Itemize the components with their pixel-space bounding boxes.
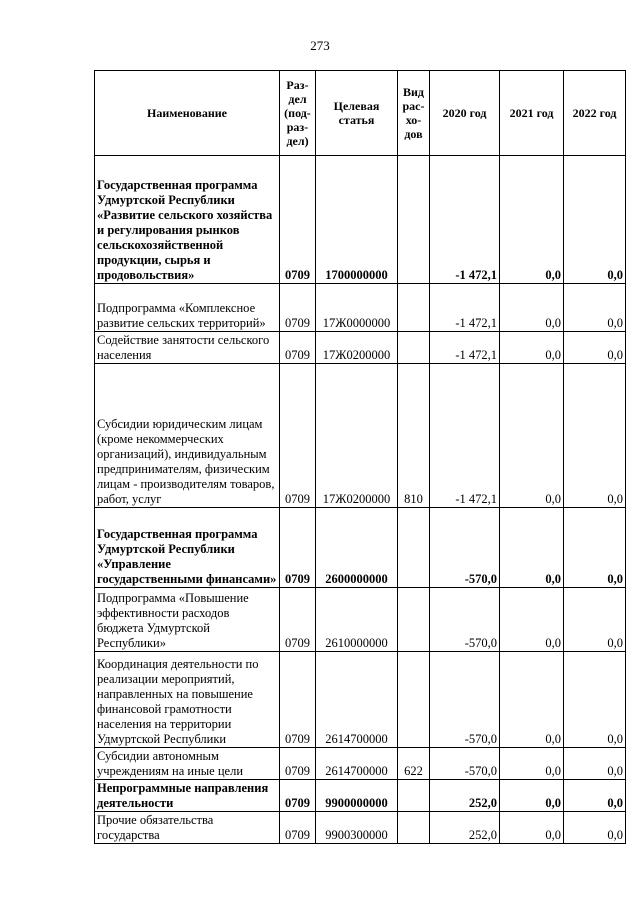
cell-y2021: 0,0 <box>500 780 564 812</box>
cell-y2021: 0,0 <box>500 156 564 284</box>
cell-section: 0709 <box>280 508 316 588</box>
cell-name: Подпрограмма «Повышение эффективности расходов бюджета Удмуртской Республики» <box>95 588 280 652</box>
cell-y2021: 0,0 <box>500 652 564 748</box>
cell-kind <box>398 780 430 812</box>
cell-section: 0709 <box>280 332 316 364</box>
table-row <box>95 812 626 844</box>
header-target: Целевая статья <box>316 71 398 156</box>
cell-target: 2614700000 <box>316 748 398 780</box>
cell-y2020: -1 472,1 <box>430 332 500 364</box>
cell-section: 0709 <box>280 364 316 508</box>
cell-kind <box>398 284 430 332</box>
cell-target: 9900000000 <box>316 780 398 812</box>
cell-kind <box>398 508 430 588</box>
cell-name: Координация деятельности по реализации мероприятий, направленных на повышение финансовой грамотности населения на территории Удмуртской Республики <box>95 652 280 748</box>
cell-name: Прочие обязательства государства <box>95 812 280 844</box>
cell-section: 0709 <box>280 284 316 332</box>
table-row <box>95 652 626 748</box>
cell-y2020: -570,0 <box>430 508 500 588</box>
cell-y2022: 0,0 <box>564 332 626 364</box>
cell-y2020: 252,0 <box>430 812 500 844</box>
header-2021: 2021 год <box>500 71 564 156</box>
cell-section: 0709 <box>280 588 316 652</box>
cell-name: Содействие занятости сельского населения <box>95 332 280 364</box>
cell-y2022: 0,0 <box>564 156 626 284</box>
cell-y2020: -1 472,1 <box>430 156 500 284</box>
table-body <box>95 156 626 844</box>
header-name: Наименование <box>95 71 280 156</box>
cell-name: Государственная программа Удмуртской Республики «Управление государственными финансами» <box>95 508 280 588</box>
header-kind: Вид рас-хо-дов <box>398 71 430 156</box>
cell-y2021: 0,0 <box>500 284 564 332</box>
cell-kind: 810 <box>398 364 430 508</box>
cell-y2021: 0,0 <box>500 748 564 780</box>
cell-y2022: 0,0 <box>564 652 626 748</box>
cell-name: Непрограммные направления деятельности <box>95 780 280 812</box>
cell-kind <box>398 588 430 652</box>
cell-y2020: -570,0 <box>430 748 500 780</box>
table-row <box>95 588 626 652</box>
cell-y2021: 0,0 <box>500 812 564 844</box>
cell-section: 0709 <box>280 780 316 812</box>
cell-name: Субсидии юридическим лицам (кроме некоммерческих организаций), индивидуальным предпринимателям, физическим лицам - производителям товаров, работ, услуг <box>95 364 280 508</box>
cell-target: 17Ж0000000 <box>316 284 398 332</box>
cell-target: 2614700000 <box>316 652 398 748</box>
cell-target: 2610000000 <box>316 588 398 652</box>
cell-y2022: 0,0 <box>564 284 626 332</box>
table-row <box>95 284 626 332</box>
cell-section: 0709 <box>280 652 316 748</box>
cell-y2022: 0,0 <box>564 812 626 844</box>
cell-target: 2600000000 <box>316 508 398 588</box>
page-number: 273 <box>310 38 330 53</box>
cell-y2020: -1 472,1 <box>430 284 500 332</box>
cell-y2021: 0,0 <box>500 508 564 588</box>
table-row <box>95 364 626 508</box>
cell-section: 0709 <box>280 156 316 284</box>
cell-y2020: -570,0 <box>430 588 500 652</box>
cell-target: 17Ж0200000 <box>316 332 398 364</box>
cell-y2020: -1 472,1 <box>430 364 500 508</box>
cell-y2021: 0,0 <box>500 588 564 652</box>
header-row <box>95 71 626 156</box>
cell-kind <box>398 156 430 284</box>
cell-kind <box>398 812 430 844</box>
cell-y2022: 0,0 <box>564 588 626 652</box>
cell-target: 1700000000 <box>316 156 398 284</box>
cell-name: Государственная программа Удмуртской Республики «Развитие сельского хозяйства и регулирования рынков сельскохозяйственной продукции, сырья и продовольствия» <box>95 156 280 284</box>
budget-table <box>94 70 626 844</box>
cell-y2021: 0,0 <box>500 332 564 364</box>
table-row <box>95 748 626 780</box>
header-2022: 2022 год <box>564 71 626 156</box>
cell-name: Субсидии автономным учреждениям на иные цели <box>95 748 280 780</box>
cell-y2020: -570,0 <box>430 652 500 748</box>
cell-name: Подпрограмма «Комплексное развитие сельских территорий» <box>95 284 280 332</box>
cell-y2022: 0,0 <box>564 748 626 780</box>
table-row <box>95 156 626 284</box>
table-row <box>95 780 626 812</box>
cell-y2022: 0,0 <box>564 780 626 812</box>
cell-section: 0709 <box>280 812 316 844</box>
cell-y2022: 0,0 <box>564 364 626 508</box>
cell-target: 17Ж0200000 <box>316 364 398 508</box>
header-2020: 2020 год <box>430 71 500 156</box>
cell-y2021: 0,0 <box>500 364 564 508</box>
table-row <box>95 332 626 364</box>
cell-y2022: 0,0 <box>564 508 626 588</box>
cell-y2020: 252,0 <box>430 780 500 812</box>
cell-kind <box>398 652 430 748</box>
cell-section: 0709 <box>280 748 316 780</box>
cell-kind <box>398 332 430 364</box>
table-row <box>95 508 626 588</box>
cell-kind: 622 <box>398 748 430 780</box>
header-section: Раз-дел (под-раз-дел) <box>280 71 316 156</box>
cell-target: 9900300000 <box>316 812 398 844</box>
